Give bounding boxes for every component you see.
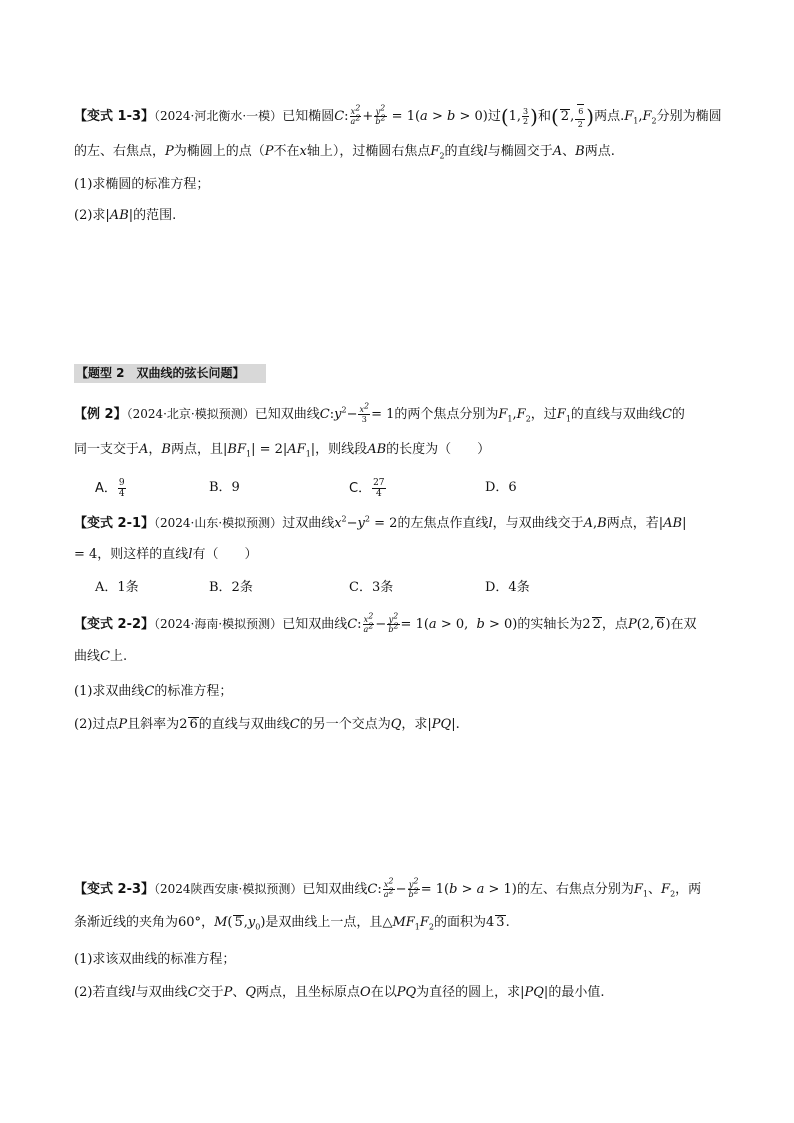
- problem-label: 【变式 1-3】: [74, 109, 155, 124]
- problem-v23-line1: 【变式 2-3】（2024陕西安康·模拟预测）已知双曲线C: $\frac{x^2}{a^2}$ − $\frac{y^2}{b^2}$ = 1(b > a > 1)的左、右焦点分别为$F_1$、$F_2$，两: [74, 876, 702, 899]
- problem-label: 【变式 2-3】: [74, 882, 155, 897]
- option-b[interactable]: B．9: [209, 480, 240, 495]
- problem-v13-part1: (1)求椭圆的标准方程；: [74, 177, 210, 192]
- problem-v22-part1: (1)求双曲线C的标准方程；: [74, 684, 233, 699]
- option-d[interactable]: D．6: [485, 480, 517, 495]
- option-a[interactable]: A． $\frac{9}{4}$: [95, 478, 125, 499]
- problem-v13-line1: 【变式 1-3】（2024·河北衡水·一模）已知椭圆C: $\frac{x^2}{a^2}$ + $\frac{y^2}{b^2}$ = 1(a > b > 0)过(1, $\frac{3}{2}$ )和( 2, $\frac{6}{2}$ )两点$.F_1,F_2$分别为椭圆: [74, 103, 722, 129]
- option-a[interactable]: A．1条: [95, 580, 139, 595]
- option-c[interactable]: C． $\frac{27}{4}$: [349, 478, 385, 499]
- problem-label: 【变式 2-2】: [74, 617, 155, 632]
- problem-v21-line1: 【变式 2-1】（2024·山东·模拟预测）过双曲线$x^2-y^2 = 2$的左焦点作直线l，与双曲线交于A,B两点，若|AB|: [74, 514, 687, 531]
- problem-label: 【例 2】: [74, 407, 127, 422]
- problem-label: 【变式 2-1】: [74, 516, 155, 531]
- topic-banner: 【题型 2 双曲线的弦长问题】: [74, 364, 266, 383]
- problem-v23-line2: 条渐近线的夹角为60°，M( $5,y_0$)是双曲线上一点，且$\triangle MF_1F_2$的面积为4 3.: [74, 915, 510, 932]
- problem-ex2-line2: 同一支交于A，B两点，且$|BF_1| = 2|AF_1|$，则线段AB的长度为（ ）: [74, 442, 491, 459]
- problem-ex2-line1: 【例 2】（2024·北京·模拟预测）已知双曲线$C:y^2-$ $\frac{x^2}{3}$ = 1的两个焦点分别为$F_1,F_2$，过$F_1$的直线与双曲线C的: [74, 401, 685, 424]
- problem-v23-part2: (2)若直线l与双曲线C交于P、Q两点，且坐标原点O在以PQ为直径的圆上，求|PQ|的最小值.: [74, 985, 605, 1000]
- option-d[interactable]: D．4条: [485, 580, 530, 595]
- option-c[interactable]: C．3条: [349, 580, 394, 595]
- problem-v21-line2: = 4，则这样的直线l有（ ）: [74, 547, 258, 562]
- problem-v22-part2: (2)过点P且斜率为2 6的直线与双曲线C的另一个交点为Q，求|PQ|.: [74, 717, 460, 732]
- problem-v23-part1: (1)求该双曲线的标准方程；: [74, 952, 236, 967]
- problem-v13-part2: (2)求|AB|的范围.: [74, 208, 177, 223]
- option-b[interactable]: B．2条: [209, 580, 253, 595]
- problem-v22-line1: 【变式 2-2】（2024·海南·模拟预测）已知双曲线C: $\frac{x^2}{a^2}$ − $\frac{y^2}{b^2}$ = 1(a > 0, b > 0)的实轴长为2 2，点P(2, 6)在双: [74, 611, 697, 634]
- problem-v13-line2: 的左、右焦点，P为椭圆上的点（P不在x轴上），过椭圆右焦点$F_2$的直线l与椭圆交于A、B两点.: [74, 144, 615, 161]
- problem-v22-line2: 曲线C上.: [74, 649, 128, 664]
- problem-source: （2024·河北衡水·一模）: [154, 109, 283, 123]
